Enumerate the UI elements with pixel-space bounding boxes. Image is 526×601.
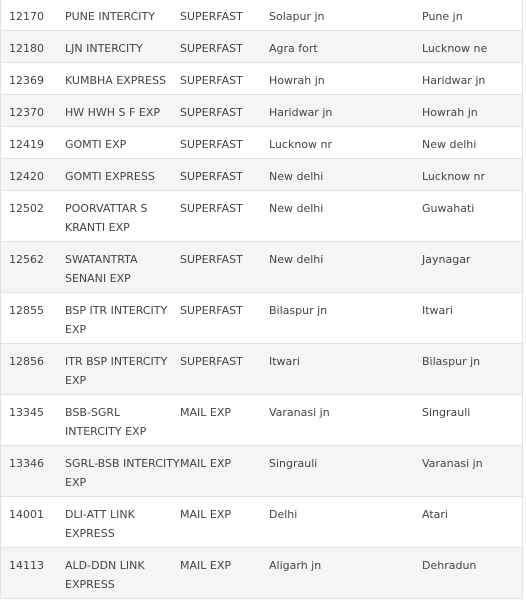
table-row — [1, 497, 522, 548]
train-name: LJN INTERCITY — [65, 31, 180, 63]
train-to: Lucknow ne — [422, 31, 522, 63]
trains-table — [1, 0, 522, 599]
train-number: 12420 — [1, 159, 65, 191]
train-from: Howrah jn — [269, 63, 422, 95]
train-from: New delhi — [269, 159, 422, 191]
train-to: Varanasi jn — [422, 446, 522, 497]
train-from: Delhi — [269, 497, 422, 548]
table-row — [1, 446, 522, 497]
train-from: Bilaspur jn — [269, 293, 422, 344]
train-to: Pune jn — [422, 0, 522, 31]
table-row — [1, 293, 522, 344]
train-to: Bilaspur jn — [422, 344, 522, 395]
train-name: GOMTI EXPRESS — [65, 159, 180, 191]
train-name: PUNE INTERCITY — [65, 0, 180, 31]
train-number: 12370 — [1, 95, 65, 127]
train-to: Guwahati — [422, 191, 522, 242]
train-from: Solapur jn — [269, 0, 422, 31]
train-number: 14001 — [1, 497, 65, 548]
train-name: BSP ITR INTERCITY EXP — [65, 293, 180, 344]
train-type: SUPERFAST — [180, 344, 269, 395]
table-row — [1, 63, 522, 95]
table-row — [1, 0, 522, 31]
train-type: SUPERFAST — [180, 0, 269, 31]
table-row — [1, 127, 522, 159]
train-type: SUPERFAST — [180, 63, 269, 95]
train-type: SUPERFAST — [180, 127, 269, 159]
train-type: MAIL EXP — [180, 497, 269, 548]
train-from: Singrauli — [269, 446, 422, 497]
train-number: 12562 — [1, 242, 65, 293]
train-number: 12502 — [1, 191, 65, 242]
table-row — [1, 548, 522, 599]
train-name: DLI-ATT LINK EXPRESS — [65, 497, 180, 548]
train-number: 12170 — [1, 0, 65, 31]
train-from: Itwari — [269, 344, 422, 395]
train-from: Agra fort — [269, 31, 422, 63]
train-type: SUPERFAST — [180, 293, 269, 344]
train-from: Haridwar jn — [269, 95, 422, 127]
train-from: New delhi — [269, 191, 422, 242]
train-type: MAIL EXP — [180, 548, 269, 599]
train-to: Dehradun — [422, 548, 522, 599]
train-name: SWATANTRTA SENANI EXP — [65, 242, 180, 293]
train-number: 12419 — [1, 127, 65, 159]
train-number: 12856 — [1, 344, 65, 395]
table-row — [1, 242, 522, 293]
train-name: POORVATTAR S KRANTI EXP — [65, 191, 180, 242]
table-row — [1, 95, 522, 127]
table-row — [1, 395, 522, 446]
train-number: 14113 — [1, 548, 65, 599]
train-type: SUPERFAST — [180, 31, 269, 63]
train-name: ALD-DDN LINK EXPRESS — [65, 548, 180, 599]
train-type: SUPERFAST — [180, 242, 269, 293]
train-to: Haridwar jn — [422, 63, 522, 95]
train-from: Varanasi jn — [269, 395, 422, 446]
train-name: GOMTI EXP — [65, 127, 180, 159]
train-from: Aligarh jn — [269, 548, 422, 599]
train-from: Lucknow nr — [269, 127, 422, 159]
train-to: Itwari — [422, 293, 522, 344]
train-from: New delhi — [269, 242, 422, 293]
train-type: SUPERFAST — [180, 95, 269, 127]
table-row — [1, 344, 522, 395]
train-number: 12855 — [1, 293, 65, 344]
train-to: Jaynagar — [422, 242, 522, 293]
train-to: Lucknow nr — [422, 159, 522, 191]
train-number: 13345 — [1, 395, 65, 446]
train-to: Atari — [422, 497, 522, 548]
train-type: SUPERFAST — [180, 191, 269, 242]
table-row — [1, 159, 522, 191]
train-number: 12180 — [1, 31, 65, 63]
train-to: New delhi — [422, 127, 522, 159]
train-type: SUPERFAST — [180, 159, 269, 191]
train-number: 13346 — [1, 446, 65, 497]
train-to: Howrah jn — [422, 95, 522, 127]
train-name: SGRL-BSB INTERCITY EXP — [65, 446, 180, 497]
train-type: MAIL EXP — [180, 395, 269, 446]
train-name: HW HWH S F EXP — [65, 95, 180, 127]
train-name: ITR BSP INTERCITY EXP — [65, 344, 180, 395]
train-number: 12369 — [1, 63, 65, 95]
train-type: MAIL EXP — [180, 446, 269, 497]
train-name: BSB-SGRL INTERCITY EXP — [65, 395, 180, 446]
table-row — [1, 31, 522, 63]
train-name: KUMBHA EXPRESS — [65, 63, 180, 95]
train-to: Singrauli — [422, 395, 522, 446]
table-row — [1, 191, 522, 242]
